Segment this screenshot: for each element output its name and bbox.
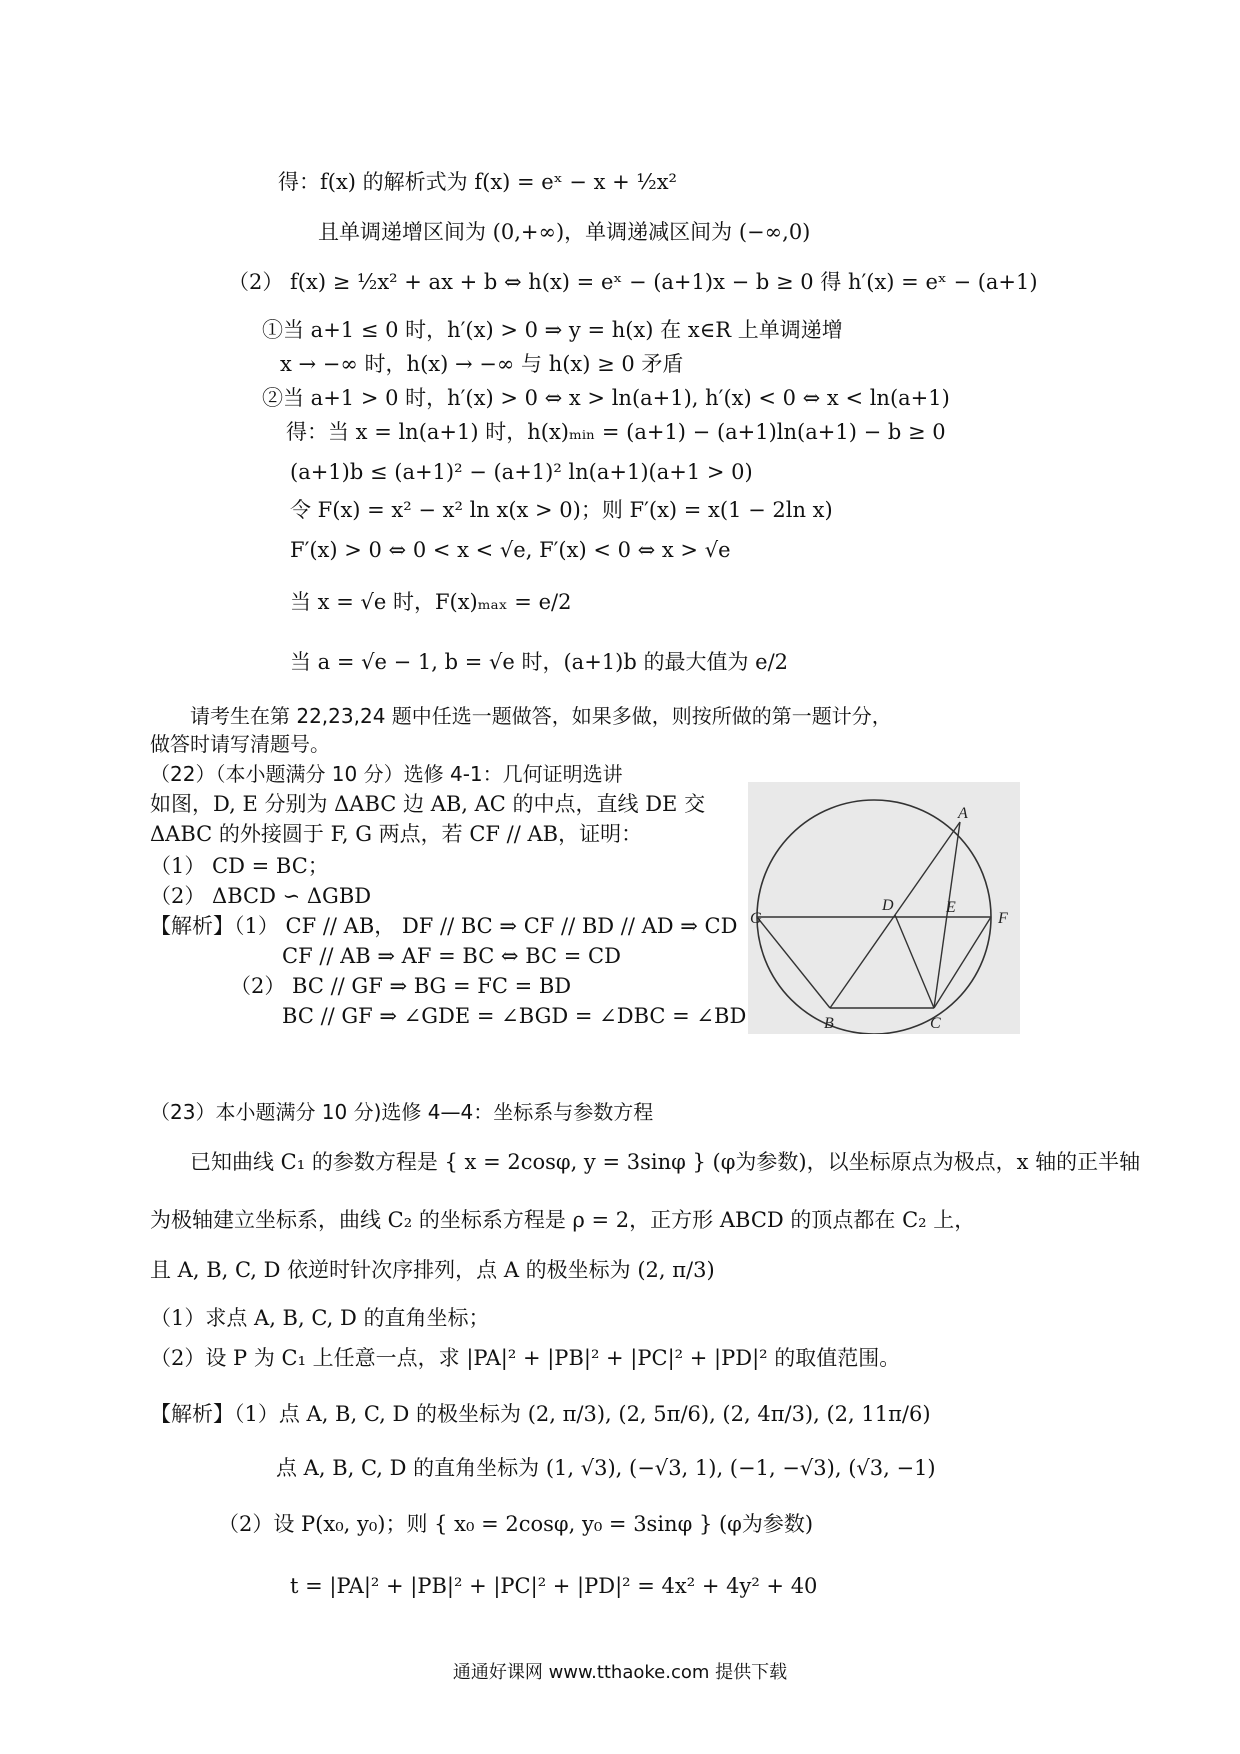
label-e: E [946,899,956,916]
page-footer: 通通好课网 www.tthaoke.com 提供下载 [452,1662,788,1683]
text-line-29: （2）设 P 为 C₁ 上任意一点，求 |PA|² + |PB|² + |PC|² + |PD|² 的取值范围。 [150,1346,901,1370]
solution-22-line-4: BC // GF ⇒ ∠GDE = ∠BGD = ∠DBC = ∠BD [282,1004,747,1028]
label-f: F [998,910,1008,927]
segment-dc [895,915,934,1008]
label-b: B [824,1015,834,1032]
text-line-16: 如图，D, E 分别为 ΔABC 边 AB, AC 的中点，直线 DE 交 [150,792,706,816]
text-line-13: 请考生在第 22,23,24 题中任选一题做答，如果多做，则按所做的第一题计分， [190,704,892,728]
text-line-12: 当 a = √e − 1, b = √e 时，(a+1)b 的最大值为 e/2 [290,650,789,674]
text-line-25: 已知曲线 C₁ 的参数方程是 { x = 2cosφ, y = 3sinφ } (φ为参数)，以坐标原点为极点，x 轴的正半轴 [190,1150,1141,1174]
label-c: C [930,1015,941,1032]
text-line-17: ΔABC 的外接圆于 F, G 两点，若 CF // AB，证明： [150,822,643,846]
text-line-3: （2） f(x) ≥ ½x² + ax + b ⇔ h(x) = eˣ − (a+1)x − b ≥ 0 得 h′(x) = eˣ − (a+1) [228,270,1038,294]
text-line-28: （1）求点 A, B, C, D 的直角坐标； [150,1306,490,1330]
solution-23-line-4: t = |PA|² + |PB|² + |PC|² + |PD|² = 4x² + 4y² + 40 [290,1574,818,1598]
text-line-27: 且 A, B, C, D 依逆时针次序排列，点 A 的极坐标为 (2, π/3) [150,1258,715,1282]
solution-23-line-3: （2）设 P(x₀, y₀)；则 { x₀ = 2cosφ, y₀ = 3sinφ } (φ为参数) [218,1512,814,1536]
solution-22-line-3: （2） BC // GF ⇒ BG = FC = BD [230,974,572,998]
geometry-figure [748,782,1020,1034]
label-d: D [882,897,894,914]
question-23-heading: （23）本小题满分 10 分)选修 4—4：坐标系与参数方程 [150,1100,654,1124]
text-line-19: （2） ΔBCD ∽ ΔGBD [150,884,372,908]
text-line-10: F′(x) > 0 ⇔ 0 < x < √e, F′(x) < 0 ⇔ x > √e [290,538,731,562]
text-line-5: x → −∞ 时，h(x) → −∞ 与 h(x) ≥ 0 矛盾 [280,352,684,376]
text-line-14: 做答时请写清题号。 [150,732,330,756]
segment-gb [757,917,830,1008]
text-line-4: ①当 a+1 ≤ 0 时，h′(x) > 0 ⇒ y = h(x) 在 x∈R 上单调递增 [262,318,843,342]
solution-22-line-2: CF // AB ⇒ AF = BC ⇔ BC = CD [282,944,621,968]
text-line-6: ②当 a+1 > 0 时，h′(x) > 0 ⇔ x > ln(a+1), h′(x) < 0 ⇔ x < ln(a+1) [262,386,950,410]
text-line-7: 得：当 x = ln(a+1) 时，h(x)ₘᵢₙ = (a+1) − (a+1)ln(a+1) − b ≥ 0 [286,420,946,444]
solution-22-line-1: 【解析】（1） CF // AB， DF // BC ⇒ CF // BD // AD ⇒ CD [150,914,738,938]
label-g: G [750,910,762,927]
solution-23-line-1: 【解析】（1）点 A, B, C, D 的极坐标为 (2, π/3), (2, 5π/6), (2, 4π/3), (2, 11π/6) [150,1402,931,1426]
question-22-heading: （22）（本小题满分 10 分）选修 4-1：几何证明选讲 [150,762,623,786]
text-line-11: 当 x = √e 时，F(x)ₘₐₓ = e/2 [290,590,572,614]
text-line-1: 得：f(x) 的解析式为 f(x) = eˣ − x + ½x² [278,170,677,194]
text-line-2: 且单调递增区间为 (0,+∞)，单调递减区间为 (−∞,0) [318,220,811,244]
solution-23-line-2: 点 A, B, C, D 的直角坐标为 (1, √3), (−√3, 1), (−1, −√3), (√3, −1) [276,1456,936,1480]
text-line-8: (a+1)b ≤ (a+1)² − (a+1)² ln(a+1)(a+1 > 0) [290,460,753,484]
label-a: A [958,805,968,822]
text-line-9: 令 F(x) = x² − x² ln x(x > 0)；则 F′(x) = x(1 − 2ln x) [290,498,833,522]
text-line-18: （1） CD = BC； [150,854,329,878]
text-line-26: 为极轴建立坐标系，曲线 C₂ 的坐标系方程是 ρ = 2，正方形 ABCD 的顶点都在 C₂ 上， [150,1208,976,1232]
